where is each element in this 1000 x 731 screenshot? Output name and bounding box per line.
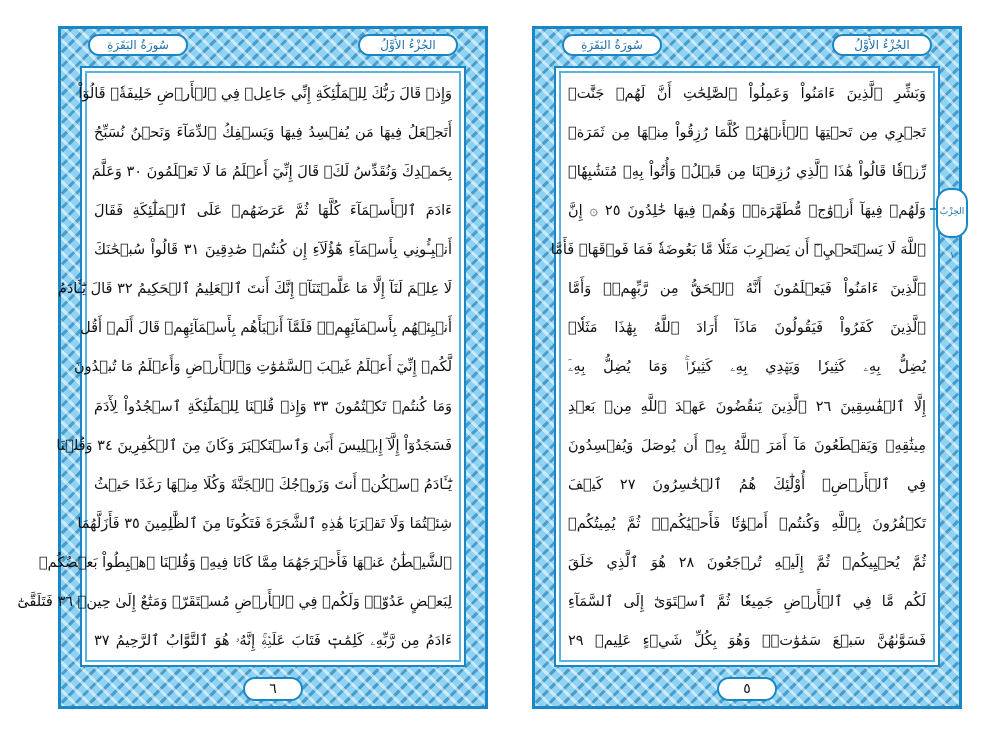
verse-line: وَإِذۡ قَالَ رَبُّكَ لِلۡمَلَٰٓئِكَةِ إِنِّي جَاعِلٞ فِي ٱلۡأَرۡضِ خَلِيفَةٗۖ قَالُوٓاْ	[78, 86, 452, 102]
verse-line: تَجۡرِي مِن تَحۡتِهَا ٱلۡأَنۡهَٰرُۖ كُلَّمَا رُزِقُواْ مِنۡهَا مِن ثَمَرَةٖ	[568, 125, 926, 142]
verse-line: شِئۡتُمَا وَلَا تَقۡرَبَا هَٰذِهِ ٱلشَّجَرَةَ فَتَكُونَا مِنَ ٱلظَّٰلِمِينَ ٣٥ فَأَزَلَّهُمَا	[77, 515, 452, 532]
verse-line: لَا عِلۡمَ لَنَآ إِلَّا مَا عَلَّمۡتَنَآۖ إِنَّكَ أَنتَ ٱلۡعَلِيمُ ٱلۡحَكِيمُ ٣٢ قَالَ يَٰٓـَٔادَمُ	[57, 281, 452, 298]
header-juz-name: الجُزْءُ الأَوَّلُ	[358, 34, 458, 56]
verse-text-area	[550, 66, 940, 667]
verse-line: تَكۡفُرُونَ بِٱللَّهِ وَكُنتُمۡ أَمۡوَٰتٗا فَأَحۡيَٰكُمۡۖ ثُمَّ يُمِيتُكُمۡ	[568, 515, 926, 532]
page-number: ٦	[243, 677, 303, 701]
verse-line: لِبَعۡضٍ عَدُوّٞۖ وَلَكُمۡ فِي ٱلۡأَرۡضِ مُسۡتَقَرّٞ وَمَتَٰعٌ إِلَىٰ حِينٖ ٣٦ فَتَلَقَّىٰٓ	[17, 593, 452, 610]
verse-line: وَمَا كُنتُمۡ تَكۡتُمُونَ ٣٣ وَإِذۡ قُلۡنَا لِلۡمَلَٰٓئِكَةِ ٱسۡجُدُواْ لِأٓدَمَ	[94, 398, 452, 415]
verse-line: يَٰٓـَٔادَمُ ٱسۡكُنۡ أَنتَ وَزَوۡجُكَ ٱلۡجَنَّةَ وَكُلَا مِنۡهَا رَغَدًا حَيۡثُ	[94, 476, 452, 493]
verse-line: ثُمَّ يُحۡيِيكُمۡ ثُمَّ إِلَيۡهِ تُرۡجَعُونَ ٢٨ هُوَ ٱلَّذِي خَلَقَ	[568, 554, 926, 571]
verse-line: لَكُم مَّا فِي ٱلۡأَرۡضِ جَمِيعٗا ثُمَّ ٱسۡتَوَىٰٓ إِلَى ٱلسَّمَآءِ	[568, 593, 926, 610]
verse-line: ٱلشَّيۡطَٰنُ عَنۡهَا فَأَخۡرَجَهُمَا مِمَّا كَانَا فِيهِۖ وَقُلۡنَا ٱهۡبِطُواْ بَعۡضُكُمۡ	[38, 554, 452, 571]
verse-line: فِي ٱلۡأَرۡضِۚ أُوْلَٰٓئِكَ هُمُ ٱلۡخَٰسِرُونَ ٢٧ كَيۡفَ	[568, 476, 926, 493]
header-surah-name: سُورَةُ البَقَرَةِ	[88, 34, 188, 56]
header-surah-name: سُورَةُ البَقَرَةِ	[562, 34, 662, 56]
verse-line: رِّزۡقٗا قَالُواْ هَٰذَا ٱلَّذِي رُزِقۡنَا مِن قَبۡلُۖ وَأُتُواْ بِهِۦ مُتَشَٰبِهٗاۖ	[568, 164, 926, 181]
verse-line: لَّكُمۡ إِنِّيٓ أَعۡلَمُ غَيۡبَ ٱلسَّمَٰوَٰتِ وَٱلۡأَرۡضِ وَأَعۡلَمُ مَا تُبۡدُونَ	[74, 359, 452, 376]
verse-line: مِيثَٰقِهِۦ وَيَقۡطَعُونَ مَآ أَمَرَ ٱللَّهُ بِهِۦٓ أَن يُوصَلَ وَيُفۡسِدُونَ	[568, 437, 926, 454]
verse-text-area	[17, 66, 466, 667]
verse-line: أَتَجۡعَلُ فِيهَا مَن يُفۡسِدُ فِيهَا وَيَسۡفِكُ ٱلدِّمَآءَ وَنَحۡنُ نُسَبِّحُ	[94, 125, 452, 142]
header-juz-name: الجُزْءُ الأَوَّلُ	[832, 34, 932, 56]
left-page	[17, 26, 488, 709]
hizb-marker: الحِزْبُ ١	[936, 188, 968, 238]
verse-line: ٱللَّهَ لَا يَسۡتَحۡيِۦٓ أَن يَضۡرِبَ مَثَلٗا مَّا بَعُوضَةٗ فَمَا فَوۡقَهَاۚ فَأَمَّا	[550, 242, 926, 259]
verse-line: ءَادَمُ مِن رَّبِّهِۦ كَلِمَٰتٖ فَتَابَ عَلَيۡهِۚ إِنَّهُۥ هُوَ ٱلتَّوَّابُ ٱلرَّحِيمُ ٣٧	[94, 632, 452, 649]
page-number: ٥	[717, 677, 777, 701]
verse-line: ٱلَّذِينَ كَفَرُواْ فَيَقُولُونَ مَاذَآ أَرَادَ ٱللَّهُ بِهَٰذَا مَثَلٗاۘ	[568, 320, 926, 337]
verse-line: وَبَشِّرِ ٱلَّذِينَ ءَامَنُواْ وَعَمِلُواْ ٱلصَّٰلِحَٰتِ أَنَّ لَهُمۡ جَنَّٰتٖ	[568, 86, 926, 102]
verse-line: بِحَمۡدِكَ وَنُقَدِّسُ لَكَۖ قَالَ إِنِّيٓ أَعۡلَمُ مَا لَا تَعۡلَمُونَ ٣٠ وَعَلَّمَ	[91, 164, 452, 181]
verse-line: يُضِلُّ بِهِۦ كَثِيرٗا وَيَهۡدِي بِهِۦ كَثِيرٗاۚ وَمَا يُضِلُّ بِهِۦٓ	[568, 359, 926, 376]
verse-line: ٱلَّذِينَ ءَامَنُواْ فَيَعۡلَمُونَ أَنَّهُ ٱلۡحَقُّ مِن رَّبِّهِمۡۖ وَأَمَّا	[568, 281, 926, 298]
verse-line: أَنۢبِئۡهُم بِأَسۡمَآئِهِمۡۖ فَلَمَّآ أَنۢبَأَهُم بِأَسۡمَآئِهِمۡ قَالَ أَلَمۡ أَقُل	[80, 320, 452, 337]
verse-line: فَسَجَدُوٓاْ إِلَّآ إِبۡلِيسَ أَبَىٰ وَٱسۡتَكۡبَرَ وَكَانَ مِنَ ٱلۡكَٰفِرِينَ ٣٤ وَقُلۡنَا	[56, 437, 452, 454]
verse-line: ءَادَمَ ٱلۡأَسۡمَآءَ كُلَّهَا ثُمَّ عَرَضَهُمۡ عَلَى ٱلۡمَلَٰٓئِكَةِ فَقَالَ	[94, 203, 452, 220]
verse-line: إِلَّا ٱلۡفَٰسِقِينَ ٢٦ ٱلَّذِينَ يَنقُضُونَ عَهۡدَ ٱللَّهِ مِنۢ بَعۡدِ	[568, 398, 927, 415]
verse-line: وَلَهُمۡ فِيهَآ أَزۡوَٰجٞ مُّطَهَّرَةٞۖ وَهُمۡ فِيهَا خَٰلِدُونَ ٢٥ ۞ إِنَّ	[568, 203, 926, 220]
verse-line: أَنۢبِـُٔونِي بِأَسۡمَآءِ هَٰٓؤُلَآءِ إِن كُنتُمۡ صَٰدِقِينَ ٣١ قَالُواْ سُبۡحَٰنَكَ	[94, 242, 452, 259]
verse-line: فَسَوَّىٰهُنَّ سَبۡعَ سَمَٰوَٰتٖۚ وَهُوَ بِكُلِّ شَيۡءٍ عَلِيمٞ ٢٩	[568, 632, 926, 649]
right-page	[532, 26, 962, 709]
